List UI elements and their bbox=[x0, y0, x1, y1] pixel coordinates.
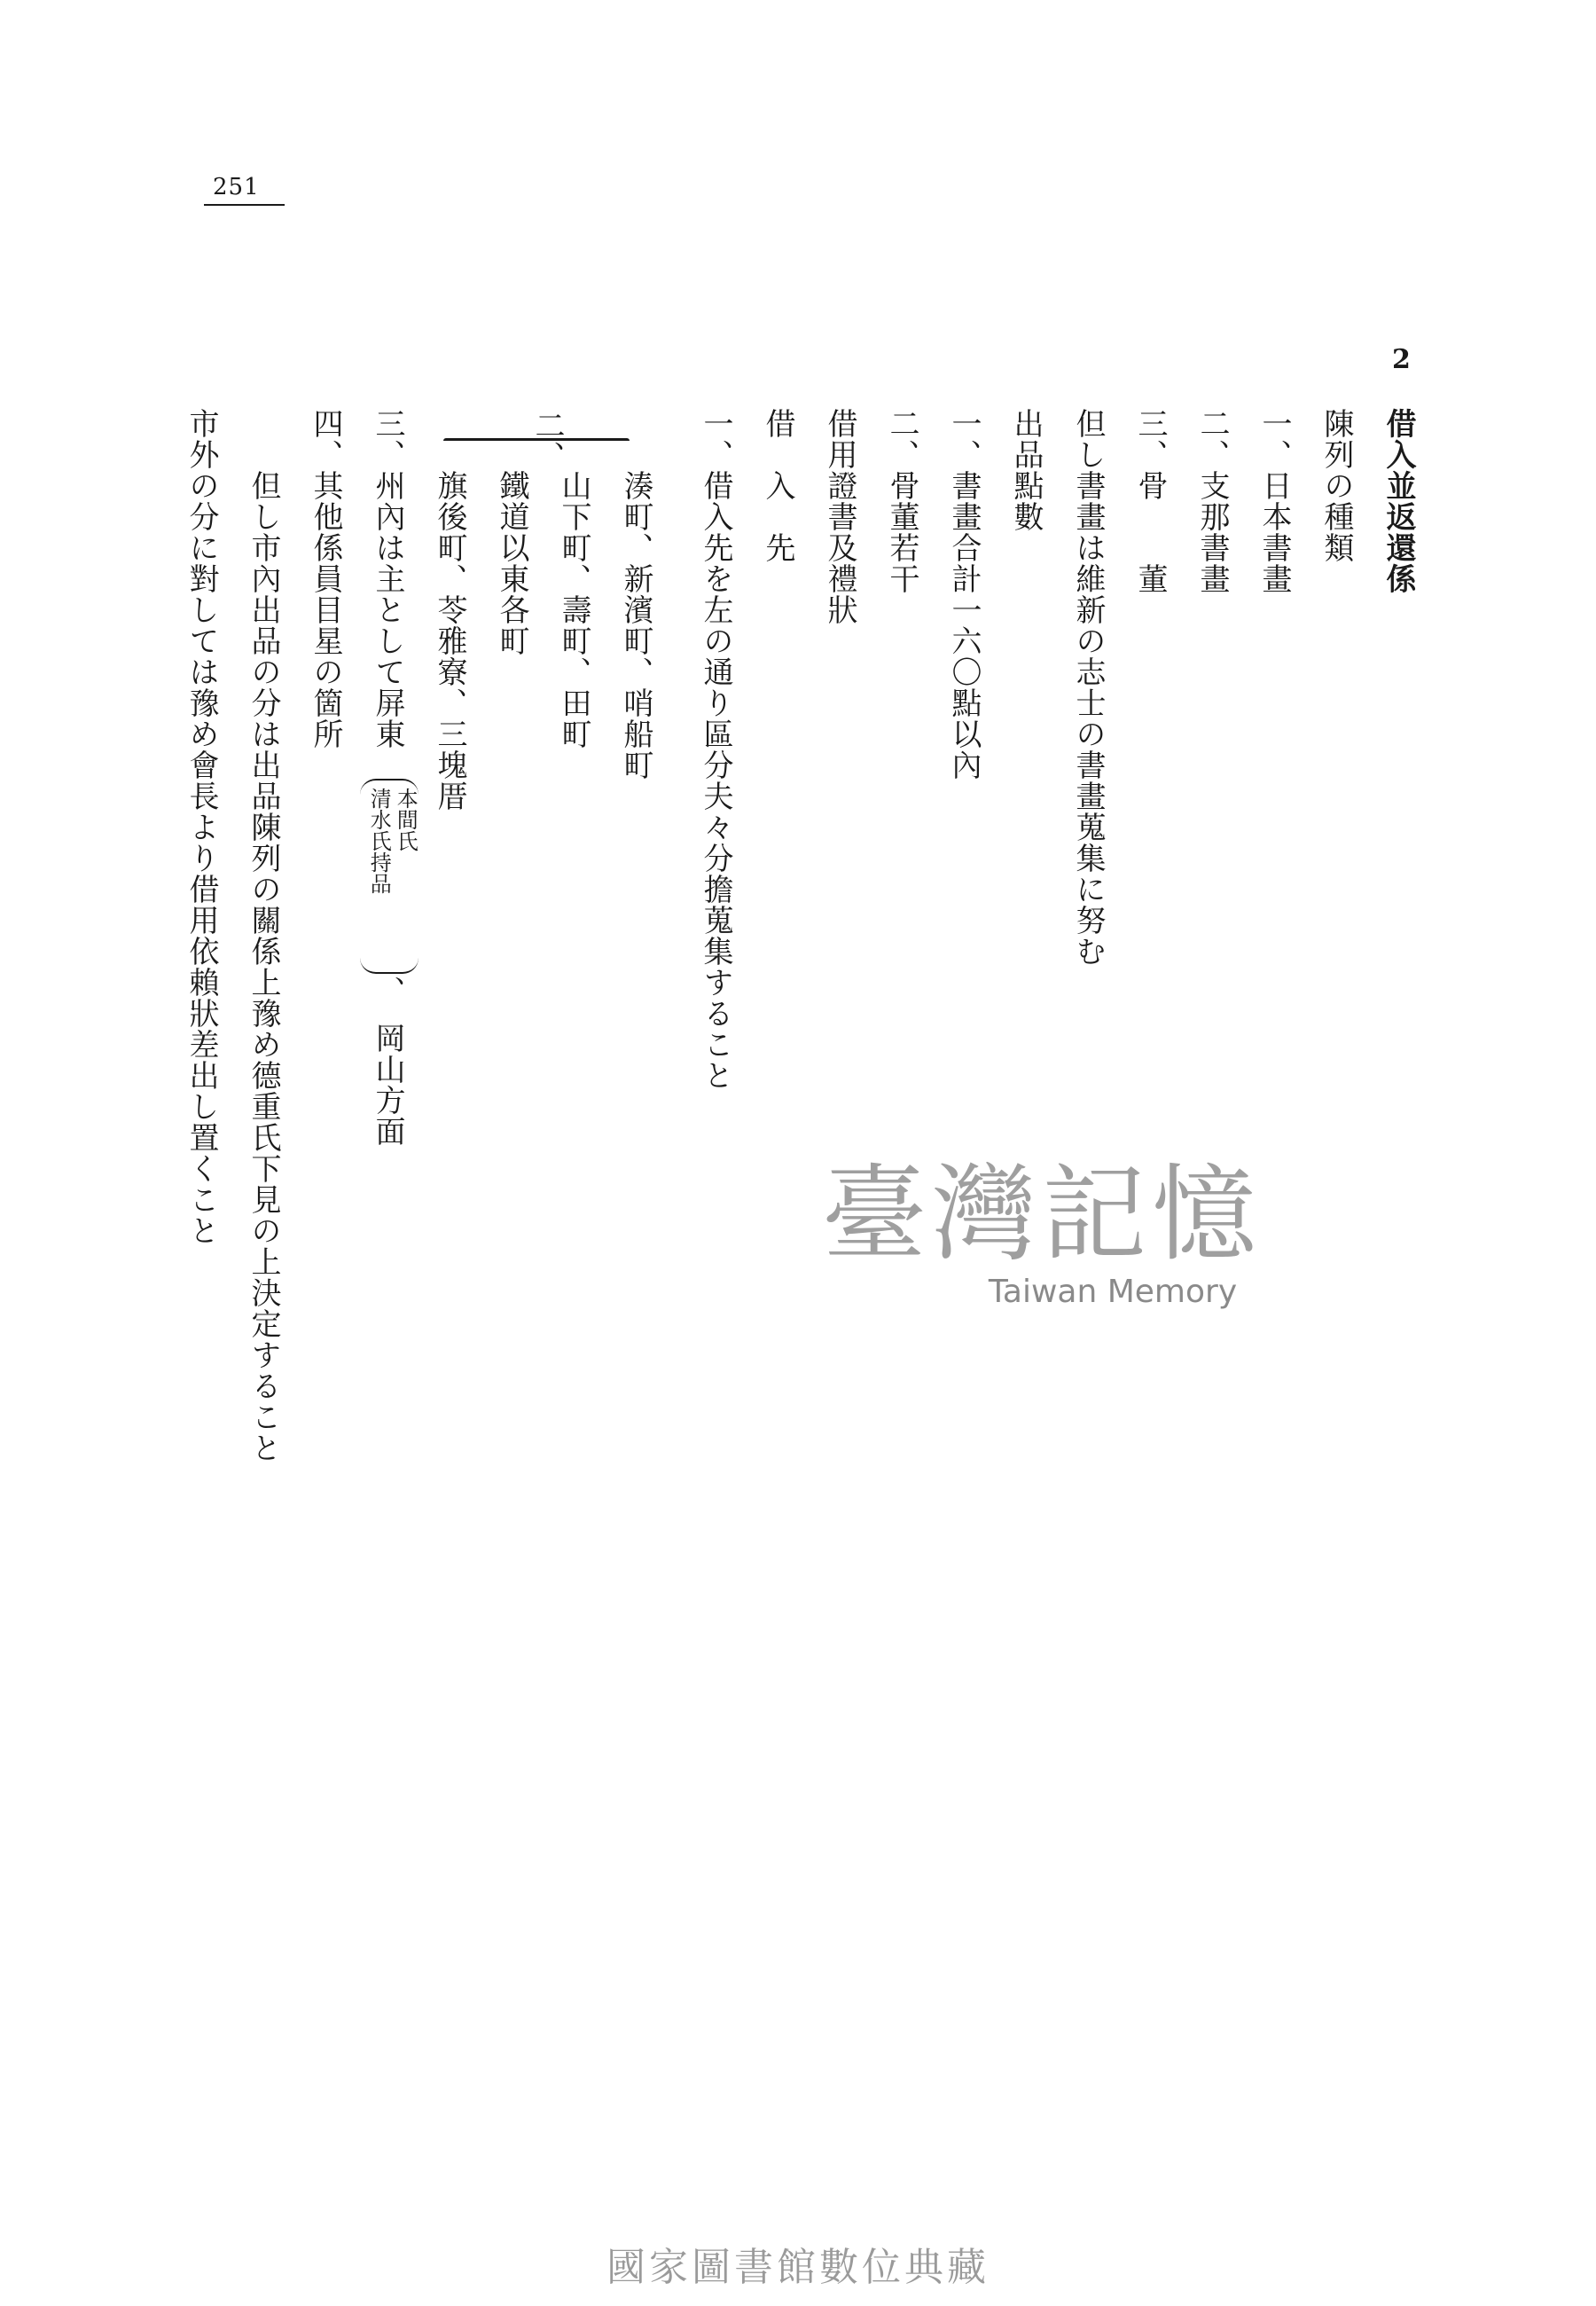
text-column: 但し市內出品の分は出品陳列の關係上豫め德重氏下見の上決定すること bbox=[246, 470, 281, 1463]
text-column: 三、骨 董 bbox=[1132, 408, 1168, 594]
text-column: 湊町、新濱町、哨船町 bbox=[618, 470, 653, 780]
text-column: 一、借入先を左の通り區分夫々分擔蒐集すること bbox=[698, 408, 733, 1091]
page-number: 251 bbox=[204, 174, 285, 206]
text-column: 但し書畫は維新の志士の書畫蒐集に努む bbox=[1070, 408, 1106, 967]
watermark-sub: Taiwan Memory bbox=[988, 1274, 1238, 1310]
footer-text: 國家圖書館數位典藏 bbox=[606, 2245, 990, 2290]
annotation-line: 清水氏持品 bbox=[366, 788, 392, 894]
section-heading: 借入並返還係 bbox=[1381, 408, 1416, 594]
text-column: 借用證書及禮狀 bbox=[822, 408, 857, 625]
watermark bbox=[794, 1153, 1290, 1310]
text-column: 出品點數 bbox=[1008, 408, 1044, 532]
text-column: 一、日本書畫 bbox=[1256, 408, 1292, 594]
bracket-label: 二、 bbox=[529, 410, 565, 472]
text-column: 二、支那書畫 bbox=[1194, 408, 1230, 594]
text-column: 鐵道以東各町 bbox=[494, 470, 529, 656]
bracket-rule bbox=[443, 438, 630, 441]
watermark-main: 臺灣記憶 bbox=[821, 1153, 1262, 1275]
text-column: 市外の分に對しては豫め會長より借用依賴狀差出し置くこと bbox=[184, 408, 219, 1246]
text-column: 三、州內は主として屏東 bbox=[370, 408, 405, 749]
text-column: 陳列の種類 bbox=[1318, 408, 1354, 563]
text-column: 、 岡山方面 bbox=[370, 976, 405, 1147]
section-number: 2 bbox=[1392, 344, 1411, 375]
text-column: 山下町、壽町、田町 bbox=[556, 470, 591, 749]
text-column: 二、骨董若干 bbox=[884, 408, 919, 594]
text-column: 四、其他係員目星の箇所 bbox=[308, 408, 343, 749]
text-column: 一、書畫合計一六〇點以內 bbox=[946, 408, 982, 780]
annotation-line: 本間氏 bbox=[393, 788, 419, 851]
text-column: 借 入 先 bbox=[760, 408, 795, 563]
text-column: 旗後町、苓雅寮、三塊厝 bbox=[432, 470, 467, 812]
